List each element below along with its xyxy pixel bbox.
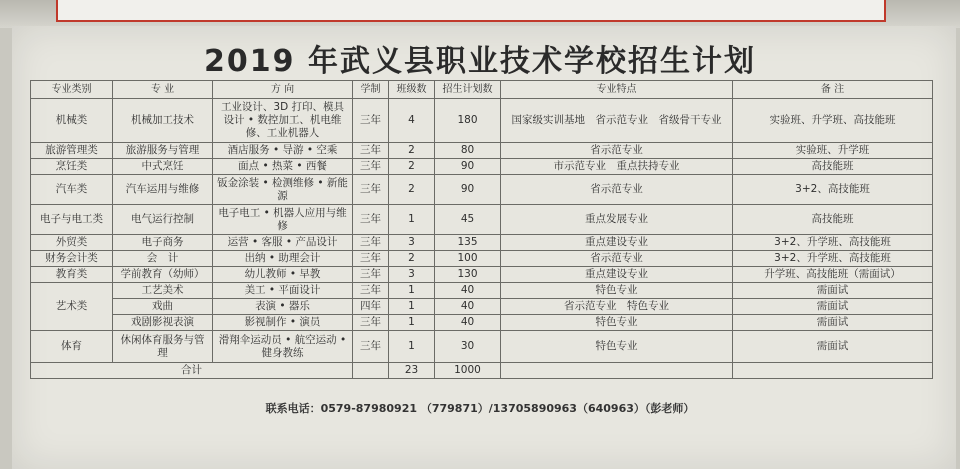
header-classes: 班级数	[389, 81, 435, 99]
header-category: 专业类别	[31, 81, 113, 99]
cell-category: 烹饪类	[31, 159, 113, 175]
cell-quota: 40	[435, 283, 501, 299]
cell-direction: 幼儿教师 • 早教	[213, 267, 353, 283]
cell-feature: 重点发展专业	[501, 205, 733, 235]
cell-feature: 重点建设专业	[501, 267, 733, 283]
cell-note: 3+2、高技能班	[733, 175, 933, 205]
header-feature: 专业特点	[501, 81, 733, 99]
cell-note: 实验班、升学班	[733, 143, 933, 159]
table-row	[31, 283, 933, 299]
enrollment-plan-table	[30, 80, 933, 379]
table-row	[31, 159, 933, 175]
cell-quota: 80	[435, 143, 501, 159]
cell-category: 财务会计类	[31, 251, 113, 267]
cell-category: 体育	[31, 331, 113, 363]
cell-total-quota: 1000	[435, 363, 501, 379]
cell-years: 三年	[353, 315, 389, 331]
cell-category: 旅游管理类	[31, 143, 113, 159]
cell-major: 学前教育（幼师）	[113, 267, 213, 283]
cell-years: 三年	[353, 143, 389, 159]
cell-major: 休闲体育服务与管理	[113, 331, 213, 363]
cell-direction: 工业设计、3D 打印、模具设计 • 数控加工、机电维修、工业机器人	[213, 99, 353, 143]
cell-note: 3+2、升学班、高技能班	[733, 251, 933, 267]
table-row	[31, 143, 933, 159]
cell-note: 需面试	[733, 331, 933, 363]
cell-feature: 特色专业	[501, 315, 733, 331]
cell-quota: 180	[435, 99, 501, 143]
cell-feature: 省示范专业	[501, 143, 733, 159]
cell-classes: 1	[389, 299, 435, 315]
table-row	[31, 205, 933, 235]
cell-years: 三年	[353, 175, 389, 205]
cell-major: 工艺美术	[113, 283, 213, 299]
page-title: 2019 年武义县职业技术学校招生计划	[204, 44, 756, 79]
cell-major: 戏剧影视表演	[113, 315, 213, 331]
cell-total-years	[353, 363, 389, 379]
cell-classes: 3	[389, 267, 435, 283]
cell-major: 旅游服务与管理	[113, 143, 213, 159]
cell-years: 三年	[353, 267, 389, 283]
table-row	[31, 331, 933, 363]
table-row	[31, 251, 933, 267]
cell-total-note	[733, 363, 933, 379]
table-row	[31, 235, 933, 251]
cell-direction: 钣金涂装 • 检测维修 • 新能源	[213, 175, 353, 205]
header-quota: 招生计划数	[435, 81, 501, 99]
cell-years: 三年	[353, 283, 389, 299]
cell-note: 需面试	[733, 283, 933, 299]
cell-note: 高技能班	[733, 159, 933, 175]
cell-years: 三年	[353, 331, 389, 363]
header-note: 备 注	[733, 81, 933, 99]
cell-years: 三年	[353, 251, 389, 267]
cell-feature: 特色专业	[501, 283, 733, 299]
cell-quota: 40	[435, 315, 501, 331]
cell-feature: 重点建设专业	[501, 235, 733, 251]
cell-direction: 出纳 • 助理会计	[213, 251, 353, 267]
cell-quota: 90	[435, 159, 501, 175]
cell-years: 三年	[353, 205, 389, 235]
table-header-row	[31, 81, 933, 99]
header-major: 专 业	[113, 81, 213, 99]
cell-major: 中式烹饪	[113, 159, 213, 175]
cell-major: 电子商务	[113, 235, 213, 251]
cell-quota: 135	[435, 235, 501, 251]
cell-classes: 4	[389, 99, 435, 143]
contact-footer: 联系电话：0579-87980921 （779871）/13705890963（640963）（彭老师）	[265, 402, 695, 415]
table-row	[31, 99, 933, 143]
cell-classes: 2	[389, 159, 435, 175]
cell-years: 三年	[353, 159, 389, 175]
cell-category: 汽车类	[31, 175, 113, 205]
table-row	[31, 315, 933, 331]
cell-classes: 2	[389, 251, 435, 267]
cell-major: 机械加工技术	[113, 99, 213, 143]
cell-major: 会 计	[113, 251, 213, 267]
cell-classes: 3	[389, 235, 435, 251]
cell-classes: 1	[389, 331, 435, 363]
cell-category: 机械类	[31, 99, 113, 143]
cell-note: 3+2、升学班、高技能班	[733, 235, 933, 251]
cell-classes: 2	[389, 143, 435, 159]
cell-direction: 电子电工 • 机器人应用与维修	[213, 205, 353, 235]
cell-feature: 省示范专业	[501, 251, 733, 267]
cell-category: 教育类	[31, 267, 113, 283]
cell-total-feature	[501, 363, 733, 379]
top-advertisement-frame	[56, 0, 886, 22]
cell-classes: 1	[389, 315, 435, 331]
header-direction: 方 向	[213, 81, 353, 99]
cell-classes: 2	[389, 175, 435, 205]
cell-feature: 国家级实训基地 省示范专业 省级骨干专业	[501, 99, 733, 143]
cell-years: 三年	[353, 99, 389, 143]
cell-total-classes: 23	[389, 363, 435, 379]
cell-category: 外贸类	[31, 235, 113, 251]
cell-direction: 运营 • 客服 • 产品设计	[213, 235, 353, 251]
cell-quota: 130	[435, 267, 501, 283]
cell-note: 需面试	[733, 315, 933, 331]
cell-note: 实验班、升学班、高技能班	[733, 99, 933, 143]
cell-major: 电气运行控制	[113, 205, 213, 235]
cell-feature: 特色专业	[501, 331, 733, 363]
cell-total-label: 合计	[31, 363, 353, 379]
cell-direction: 影视制作 • 演员	[213, 315, 353, 331]
cell-quota: 90	[435, 175, 501, 205]
cell-category-art: 艺术类	[31, 283, 113, 331]
cell-major: 戏曲	[113, 299, 213, 315]
cell-classes: 1	[389, 205, 435, 235]
cell-category: 电子与电工类	[31, 205, 113, 235]
cell-feature: 省示范专业	[501, 175, 733, 205]
header-years: 学制	[353, 81, 389, 99]
cell-note: 升学班、高技能班（需面试）	[733, 267, 933, 283]
cell-note: 需面试	[733, 299, 933, 315]
cell-direction: 美工 • 平面设计	[213, 283, 353, 299]
cell-feature: 市示范专业 重点扶持专业	[501, 159, 733, 175]
cell-years: 四年	[353, 299, 389, 315]
cell-direction: 面点 • 热菜 • 西餐	[213, 159, 353, 175]
cell-quota: 45	[435, 205, 501, 235]
cell-direction: 酒店服务 • 导游 • 空乘	[213, 143, 353, 159]
cell-quota: 30	[435, 331, 501, 363]
cell-direction: 滑翔伞运动员 • 航空运动 • 健身教练	[213, 331, 353, 363]
table-row	[31, 299, 933, 315]
cell-major: 汽车运用与维修	[113, 175, 213, 205]
cell-quota: 100	[435, 251, 501, 267]
cell-years: 三年	[353, 235, 389, 251]
cell-feature: 省示范专业 特色专业	[501, 299, 733, 315]
table-row	[31, 267, 933, 283]
cell-quota: 40	[435, 299, 501, 315]
cell-note: 高技能班	[733, 205, 933, 235]
cell-direction: 表演 • 器乐	[213, 299, 353, 315]
total-row	[31, 363, 933, 379]
table-row	[31, 175, 933, 205]
cell-classes: 1	[389, 283, 435, 299]
